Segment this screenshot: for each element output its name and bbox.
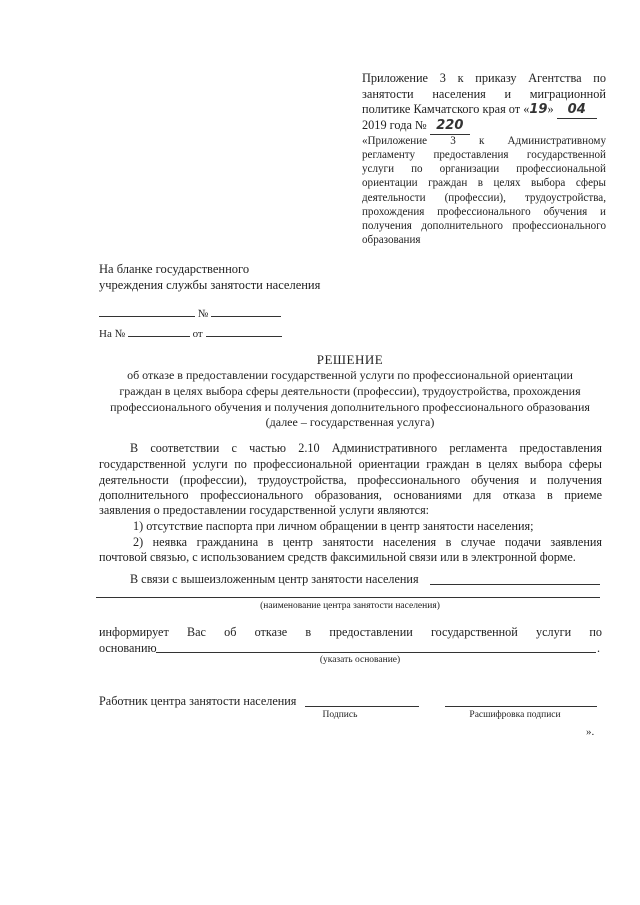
decision-subtitle-line: граждан в целях выбора сферы деятельности (профессии), трудоустройства, прохождения	[119, 384, 581, 398]
caption-basis: (указать основание)	[319, 655, 401, 665]
handwritten-day: 19	[529, 102, 548, 117]
appendix2-line: деятельности (профессии), трудоустройства,	[362, 192, 606, 204]
appendix-date-mid: »	[547, 102, 554, 116]
reason-item-2-line-1: 2) неявка гражданина в центр занятости населения в случае подачи заявления	[133, 535, 602, 549]
blank-date-field	[99, 306, 195, 317]
blank-ref-number-field	[128, 326, 190, 337]
decision-subtitle-line: об отказе в предоставлении государственной услуги по профессиональной ориентации	[127, 368, 573, 382]
handwritten-number: 220	[430, 118, 470, 135]
appendix2-line: «Приложение 3 к Административному	[362, 135, 606, 147]
letterhead-line-2: учреждения службы занятости населения	[99, 278, 321, 292]
closing-quote: ».	[586, 726, 595, 738]
informs-line: информирует Вас об отказе в предоставлении государственной услуги по	[99, 625, 602, 639]
appendix2-line: прохождения профессионального обучения и	[362, 206, 606, 218]
reg-na-num: На №	[99, 328, 126, 340]
appendix2-line: получения дополнительного профессионального	[362, 220, 606, 232]
blank-ref-date-field	[206, 326, 282, 337]
body-para-line: В соответствии с частью 2.10 Административного регламента предоставления	[130, 441, 602, 455]
appendix2-line: регламенту предоставления государственной	[362, 149, 606, 161]
center-name-field-1	[430, 584, 600, 585]
worker-label: Работник центра занятости населения	[99, 694, 297, 708]
reason-item-1: 1) отсутствие паспорта при личном обращении в центр занятости населения;	[133, 519, 534, 533]
appendix2-line: ориентации граждан в целях выбора сферы	[362, 177, 606, 189]
body-para-line: дополнительного профессионального образования, основаниями для отказа в приеме	[99, 488, 602, 502]
connection-text: В связи с вышеизложенным центр занятости населения	[130, 572, 419, 586]
appendix2-line: услуги по организации профессиональной	[362, 163, 606, 175]
reg-ot: от	[192, 328, 203, 340]
appendix-line-4	[362, 117, 606, 135]
body-para-line: государственной услуги по профессиональной ориентации граждан в целях выбора сферы	[99, 457, 602, 471]
signature-decode-field	[445, 706, 597, 707]
appendix-line-2: занятости населения и миграционной	[362, 87, 606, 101]
caption-center-name: (наименование центра занятости населения)	[260, 601, 440, 611]
basis-end: .	[597, 641, 601, 655]
decision-title: РЕШЕНИЕ	[316, 352, 384, 367]
caption-signature-decode: Расшифровка подписи	[469, 710, 561, 720]
basis-label: основанию	[99, 641, 157, 655]
decision-subtitle-line: (далее – государственная услуга)	[265, 415, 435, 429]
blank-number-field	[211, 306, 281, 317]
caption-signature: Подпись	[322, 710, 358, 720]
appendix-date-prefix: политике Камчатского края от «	[362, 102, 530, 116]
signature-field	[305, 706, 419, 707]
body-para-line: деятельности (профессии), трудоустройства, профессионального обучения и получения	[99, 473, 602, 487]
body-para-last-line: заявления о предоставлении государственной услуги являются:	[99, 503, 430, 517]
center-name-field-2	[96, 597, 600, 598]
letterhead-line-1: На бланке государственного	[99, 262, 250, 276]
appendix-number-prefix: 2019 года №	[362, 118, 427, 132]
reg-num-sign: №	[197, 308, 209, 320]
appendix2-line-last: образования	[362, 234, 421, 246]
basis-field	[156, 652, 596, 653]
handwritten-month: 04	[557, 102, 597, 119]
decision-subtitle-line: профессионального обучения и получения дополнительного профессионального образования	[110, 400, 590, 414]
appendix-line-1: Приложение 3 к приказу Агентства по	[362, 71, 606, 85]
reg-number-line	[99, 306, 281, 320]
reason-item-2-line-2: почтовой связью, с использованием средств факсимильной связи или в электронной форме.	[99, 550, 576, 564]
reg-reference-line	[99, 326, 282, 340]
